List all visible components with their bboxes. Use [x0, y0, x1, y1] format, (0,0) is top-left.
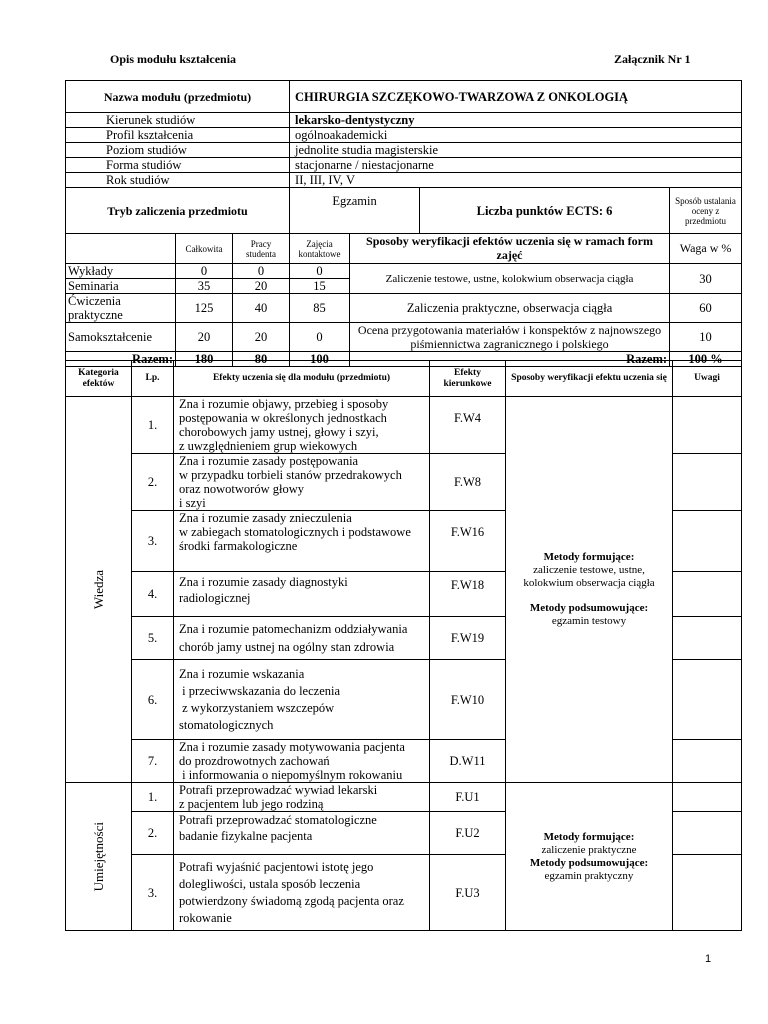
category-umiejetnosci: Umiejętności — [66, 783, 132, 931]
effect-code: F.W16 — [430, 511, 506, 572]
field-label: Poziom studiów — [66, 143, 290, 158]
field-value: lekarsko-dentystyczny — [290, 113, 742, 128]
notes-cell — [673, 617, 742, 660]
lp-cell: 2. — [132, 812, 174, 855]
verification-header: Sposoby weryfikacji efektu uczenia się — [506, 361, 673, 397]
effect-description: Zna i rozumie wskazania i przeciwwskazania do leczenia z wykorzystaniem wszczepów stomatologicznych — [174, 660, 430, 740]
field-label: Forma studiów — [66, 158, 290, 173]
category-header: Kategoria efektów — [66, 361, 132, 397]
effect-description: Zna i rozumie objawy, przebieg i sposoby postępowania w określonych jednostkach chorobowych jamy ustnej, głowy i szyi, z uwzględnieniem grup wiekowych — [174, 397, 430, 454]
field-label: Kierunek studiów — [66, 113, 290, 128]
lp-cell: 3. — [132, 855, 174, 931]
hours-total: 125 — [176, 294, 233, 323]
module-info-table — [65, 80, 742, 367]
category-wiedza: Wiedza — [66, 397, 132, 783]
hours-student: 20 — [233, 323, 290, 352]
row-label: Seminaria — [66, 279, 176, 294]
ects-label: Liczba punktów ECTS: 6 — [420, 188, 670, 234]
effect-description: Zna i rozumie zasady postępowania w przypadku torbieli stanów przedrakowych oraz nowotworów głowy i szyi — [174, 454, 430, 511]
hours-total: 35 — [176, 279, 233, 294]
lp-cell: 2. — [132, 454, 174, 511]
verification-text: Zaliczenia praktyczne, obserwacja ciągła — [350, 294, 670, 323]
col-student-header: Pracy studenta — [233, 234, 290, 264]
effect-description: Zna i rozumie zasady znieczulenia w zabiegach stomatologicznych i podstawowe środki farmakologiczne — [174, 511, 430, 572]
effects-table — [65, 360, 742, 931]
col-contact-header: Zajęcia kontaktowe — [290, 234, 350, 264]
lp-cell: 6. — [132, 660, 174, 740]
notes-cell — [673, 660, 742, 740]
code-header: Efekty kierunkowe — [430, 361, 506, 397]
lp-cell: 1. — [132, 397, 174, 454]
effect-code: F.W18 — [430, 572, 506, 617]
description-header: Efekty uczenia się dla modułu (przedmiotu) — [174, 361, 430, 397]
sum-student: 80 — [233, 352, 290, 367]
attachment-label: Załącznik Nr 1 — [614, 52, 691, 66]
module-name-value: CHIRURGIA SZCZĘKOWO-TWARZOWA Z ONKOLOGIĄ — [290, 81, 742, 113]
lp-cell: 7. — [132, 740, 174, 783]
notes-cell — [673, 783, 742, 812]
lp-cell: 3. — [132, 511, 174, 572]
field-value: II, III, IV, V — [290, 173, 742, 188]
notes-cell — [673, 812, 742, 855]
exam-mode-label: Tryb zaliczenia przedmiotu — [66, 188, 290, 234]
hours-contact: 15 — [290, 279, 350, 294]
lp-header: Lp. — [132, 361, 174, 397]
notes-header: Uwagi — [673, 361, 742, 397]
effect-code: F.W19 — [430, 617, 506, 660]
effect-code: D.W11 — [430, 740, 506, 783]
hours-student: 40 — [233, 294, 290, 323]
notes-cell — [673, 572, 742, 617]
verification-text: Zaliczenie testowe, ustne, kolokwium obserwacja ciągła — [350, 264, 670, 294]
field-label: Rok studiów — [66, 173, 290, 188]
effect-description: Potrafi wyjaśnić pacjentowi istotę jego dolegliwości, ustala sposób leczenia potwierdzony świadomą zgodą pacjenta oraz rokowanie — [174, 855, 430, 931]
page-number: 1 — [705, 953, 712, 965]
field-value: jednolite studia magisterskie — [290, 143, 742, 158]
field-value: ogólnoakademicki — [290, 128, 742, 143]
effect-code: F.U2 — [430, 812, 506, 855]
sum-contact: 100 — [290, 352, 350, 367]
weight-value: 30 — [670, 264, 742, 294]
notes-cell — [673, 511, 742, 572]
wiedza-verification: Metody formujące: zaliczenie testowe, ustne, kolokwium obserwacja ciągła Metody podsumowujące: egzamin testowy — [506, 397, 673, 783]
weight-value: 10 — [670, 323, 742, 352]
effect-description: Potrafi przeprowadzać stomatologiczne badanie fizykalne pacjenta — [174, 812, 430, 855]
sum-label-2: Razem: — [350, 352, 670, 367]
sum-label: Razem: — [66, 352, 176, 367]
lp-cell: 1. — [132, 783, 174, 812]
empty-cell — [66, 234, 176, 264]
effect-description: Zna i rozumie zasady motywowania pacjenta do prozdrowotnych zachowań i informowania o niepomyślnym rokowaniu — [174, 740, 430, 783]
row-label: Samokształcenie — [66, 323, 176, 352]
effect-code: F.W4 — [430, 397, 506, 454]
field-label: Profil kształcenia — [66, 128, 290, 143]
hours-contact: 0 — [290, 264, 350, 279]
weight-header: Waga w % — [670, 234, 742, 264]
module-name-label: Nazwa modułu (przedmiotu) — [66, 81, 290, 113]
effect-code: F.U3 — [430, 855, 506, 931]
effect-code: F.W8 — [430, 454, 506, 511]
notes-cell — [673, 397, 742, 454]
col-total-header: Całkowita — [176, 234, 233, 264]
umiejetnosci-verification: Metody formujące: zaliczenie praktyczne Metody podsumowujące: egzamin praktyczny — [506, 783, 673, 931]
effect-code: F.U1 — [430, 783, 506, 812]
effect-code: F.W10 — [430, 660, 506, 740]
effect-description: Potrafi przeprowadzać wywiad lekarski z pacjentem lub jego rodziną — [174, 783, 430, 812]
lp-cell: 5. — [132, 617, 174, 660]
notes-cell — [673, 855, 742, 931]
hours-contact: 85 — [290, 294, 350, 323]
hours-contact: 0 — [290, 323, 350, 352]
hours-student: 20 — [233, 279, 290, 294]
effect-description: Zna i rozumie patomechanizm oddziaływania chorób jamy ustnej na ogólny stan zdrowia — [174, 617, 430, 660]
grading-method-label: Sposób ustalania oceny z przedmiotu — [670, 188, 742, 234]
notes-cell — [673, 740, 742, 783]
verification-text: Ocena przygotowania materiałów i konspektów z najnowszego piśmiennictwa zagranicznego i polskiego — [350, 323, 670, 352]
exam-mode-value: Egzamin — [290, 188, 420, 234]
doc-title: Opis modułu kształcenia — [110, 52, 237, 66]
hours-total: 20 — [176, 323, 233, 352]
verification-header: Sposoby weryfikacji efektów uczenia się w ramach form zajęć — [350, 234, 670, 264]
sum-total: 180 — [176, 352, 233, 367]
lp-cell: 4. — [132, 572, 174, 617]
effect-description: Zna i rozumie zasady diagnostyki radiologicznej — [174, 572, 430, 617]
field-value: stacjonarne / niestacjonarne — [290, 158, 742, 173]
row-label: Wykłady — [66, 264, 176, 279]
notes-cell — [673, 454, 742, 511]
hours-total: 0 — [176, 264, 233, 279]
weight-value: 60 — [670, 294, 742, 323]
sum-weight: 100 % — [670, 352, 742, 367]
hours-student: 0 — [233, 264, 290, 279]
row-label: Ćwiczenia praktyczne — [66, 294, 176, 323]
